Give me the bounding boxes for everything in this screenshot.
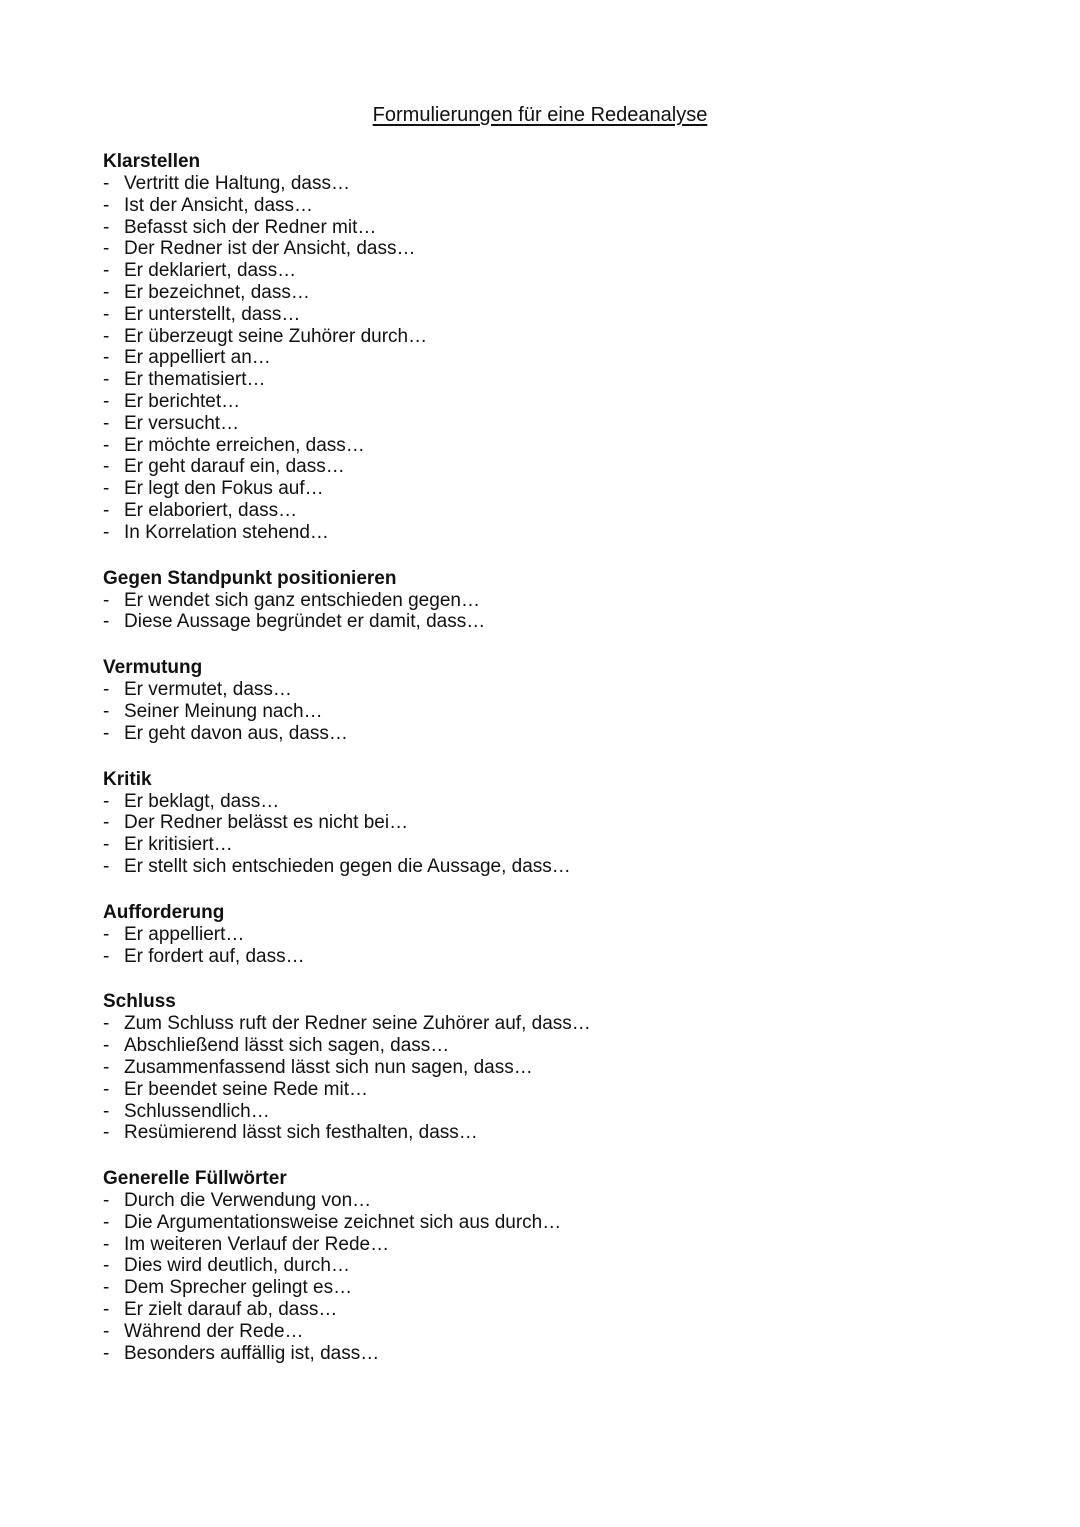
list-item — [103, 1122, 1003, 1144]
section-schluss — [103, 991, 1003, 1144]
bullet-dash: - — [103, 1299, 110, 1321]
bullet-dash: - — [103, 347, 110, 369]
item-text: Er wendet sich ganz entschieden gegen… — [124, 589, 480, 611]
bullet-dash: - — [103, 390, 110, 412]
list-item — [103, 1234, 1003, 1256]
section-generelle-fuellwoerter — [103, 1168, 1003, 1364]
list-item — [103, 217, 1003, 239]
bullet-dash: - — [103, 325, 110, 347]
item-text: Er berichtet… — [124, 390, 241, 412]
list-item — [103, 1255, 1003, 1277]
list-item — [103, 834, 1003, 856]
item-text: Zusammenfassend lässt sich nun sagen, dass… — [124, 1056, 533, 1078]
bullet-dash: - — [103, 303, 110, 325]
list-item — [103, 413, 1003, 435]
list-item — [103, 391, 1003, 413]
bullet-dash: - — [103, 1211, 110, 1233]
bullet-dash: - — [103, 1035, 110, 1057]
bullet-dash: - — [103, 1277, 110, 1299]
section-heading: Aufforderung — [103, 901, 225, 923]
section-aufforderung — [103, 902, 1003, 968]
bullet-dash: - — [103, 679, 110, 701]
bullet-dash: - — [103, 521, 110, 543]
section-heading: Klarstellen — [103, 151, 201, 172]
list-item — [103, 701, 1003, 723]
item-text: Schlussendlich… — [124, 1100, 270, 1122]
list-item — [103, 282, 1003, 304]
section-kritik — [103, 769, 1003, 878]
list-item — [103, 1343, 1003, 1365]
bullet-dash: - — [103, 281, 110, 303]
list-item — [103, 173, 1003, 195]
item-text: Zum Schluss ruft der Redner seine Zuhörer auf, dass… — [124, 1013, 591, 1035]
section-heading: Kritik — [103, 768, 152, 790]
bullet-dash: - — [103, 434, 110, 456]
list-item — [103, 679, 1003, 701]
bullet-dash: - — [103, 812, 110, 834]
section-heading: Generelle Füllwörter — [103, 1168, 287, 1190]
list-item — [103, 1035, 1003, 1057]
list-item — [103, 1013, 1003, 1035]
list-item — [103, 611, 1003, 633]
list-item — [103, 369, 1003, 391]
item-text: Er überzeugt seine Zuhörer durch… — [124, 325, 428, 347]
list-item — [103, 1101, 1003, 1123]
bullet-dash: - — [103, 700, 110, 722]
item-text: Er deklariert, dass… — [124, 260, 297, 282]
item-text: Er beklagt, dass… — [124, 790, 280, 812]
bullet-dash: - — [103, 478, 110, 500]
list-item — [103, 1321, 1003, 1343]
item-text: Er kritisiert… — [124, 834, 233, 856]
item-text: Er elaboriert, dass… — [124, 499, 298, 521]
list-item — [103, 856, 1003, 878]
section-gegen-standpunkt — [103, 568, 1003, 634]
bullet-dash: - — [103, 1190, 110, 1212]
page-title: Formulierungen für eine Redeanalyse — [372, 104, 708, 126]
item-text: Er beendet seine Rede mit… — [124, 1078, 368, 1100]
list-item — [103, 500, 1003, 522]
item-text: Er versucht… — [124, 412, 240, 434]
item-text: Vertritt die Haltung, dass… — [124, 173, 350, 194]
bullet-dash: - — [103, 1342, 110, 1364]
bullet-dash: - — [103, 1320, 110, 1342]
item-text: Er unterstellt, dass… — [124, 303, 301, 325]
section-heading: Schluss — [103, 991, 176, 1013]
bullet-dash: - — [103, 923, 110, 945]
list-item — [103, 723, 1003, 745]
list-item — [103, 1079, 1003, 1101]
bullet-dash: - — [103, 1078, 110, 1100]
bullet-dash: - — [103, 456, 110, 478]
item-text: Er fordert auf, dass… — [124, 945, 305, 967]
bullet-dash: - — [103, 945, 110, 967]
list-item — [103, 456, 1003, 478]
list-item — [103, 946, 1003, 968]
item-text: Er geht davon aus, dass… — [124, 722, 348, 744]
bullet-dash: - — [103, 1100, 110, 1122]
list-item — [103, 522, 1003, 544]
list-item — [103, 812, 1003, 834]
list-item — [103, 260, 1003, 282]
item-text: Er stellt sich entschieden gegen die Aussage, dass… — [124, 855, 571, 877]
item-text: Seiner Meinung nach… — [124, 700, 323, 722]
list-item — [103, 435, 1003, 457]
section-heading: Gegen Standpunkt positionieren — [103, 567, 397, 589]
item-text: Er thematisiert… — [124, 369, 266, 391]
item-text: Abschließend lässt sich sagen, dass… — [124, 1035, 450, 1057]
item-text: Während der Rede… — [124, 1320, 304, 1342]
list-item — [103, 195, 1003, 217]
list-item — [103, 304, 1003, 326]
item-text: Er bezeichnet, dass… — [124, 281, 310, 303]
item-text: Dies wird deutlich, durch… — [124, 1255, 350, 1277]
bullet-dash: - — [103, 722, 110, 744]
bullet-dash: - — [103, 589, 110, 611]
list-item — [103, 238, 1003, 260]
item-text: Er appelliert… — [124, 923, 245, 945]
list-item — [103, 1057, 1003, 1079]
bullet-dash: - — [103, 1122, 110, 1144]
list-item — [103, 791, 1003, 813]
bullet-dash: - — [103, 238, 110, 260]
bullet-dash: - — [103, 855, 110, 877]
bullet-dash: - — [103, 194, 110, 216]
bullet-dash: - — [103, 1013, 110, 1035]
bullet-dash: - — [103, 1233, 110, 1255]
list-item — [103, 590, 1003, 612]
item-text: Dem Sprecher gelingt es… — [124, 1277, 353, 1299]
section-heading: Vermutung — [103, 657, 203, 679]
section-klarstellen — [103, 151, 1003, 544]
item-text: Der Redner ist der Ansicht, dass… — [124, 238, 416, 260]
list-item — [103, 1190, 1003, 1212]
bullet-dash: - — [103, 790, 110, 812]
bullet-dash: - — [103, 834, 110, 856]
bullet-dash: - — [103, 1255, 110, 1277]
bullet-dash: - — [103, 216, 110, 238]
list-item — [103, 347, 1003, 369]
item-text: In Korrelation stehend… — [124, 521, 329, 543]
item-text: Er appelliert an… — [124, 347, 271, 369]
item-text: Die Argumentationsweise zeichnet sich aus durch… — [124, 1211, 562, 1233]
bullet-dash: - — [103, 499, 110, 521]
item-text: Er legt den Fokus auf… — [124, 478, 324, 500]
item-text: Der Redner belässt es nicht bei… — [124, 812, 409, 834]
item-text: Resümierend lässt sich festhalten, dass… — [124, 1122, 478, 1144]
bullet-dash: - — [103, 173, 110, 194]
phrase-list — [103, 151, 1003, 1388]
item-text: Durch die Verwendung von… — [124, 1190, 372, 1212]
item-text: Er zielt darauf ab, dass… — [124, 1299, 338, 1321]
bullet-dash: - — [103, 1056, 110, 1078]
item-text: Er möchte erreichen, dass… — [124, 434, 365, 456]
item-text: Er vermutet, dass… — [124, 679, 292, 701]
list-item — [103, 924, 1003, 946]
item-text: Ist der Ansicht, dass… — [124, 194, 314, 216]
item-text: Im weiteren Verlauf der Rede… — [124, 1233, 390, 1255]
list-item — [103, 1277, 1003, 1299]
item-text: Er geht darauf ein, dass… — [124, 456, 345, 478]
item-text: Besonders auffällig ist, dass… — [124, 1342, 380, 1364]
bullet-dash: - — [103, 611, 110, 633]
item-text: Befasst sich der Redner mit… — [124, 216, 377, 238]
list-item — [103, 1212, 1003, 1234]
list-item — [103, 326, 1003, 348]
bullet-dash: - — [103, 369, 110, 391]
bullet-dash: - — [103, 260, 110, 282]
list-item — [103, 478, 1003, 500]
item-text: Diese Aussage begründet er damit, dass… — [124, 611, 486, 633]
section-vermutung — [103, 657, 1003, 744]
bullet-dash: - — [103, 412, 110, 434]
list-item — [103, 1299, 1003, 1321]
